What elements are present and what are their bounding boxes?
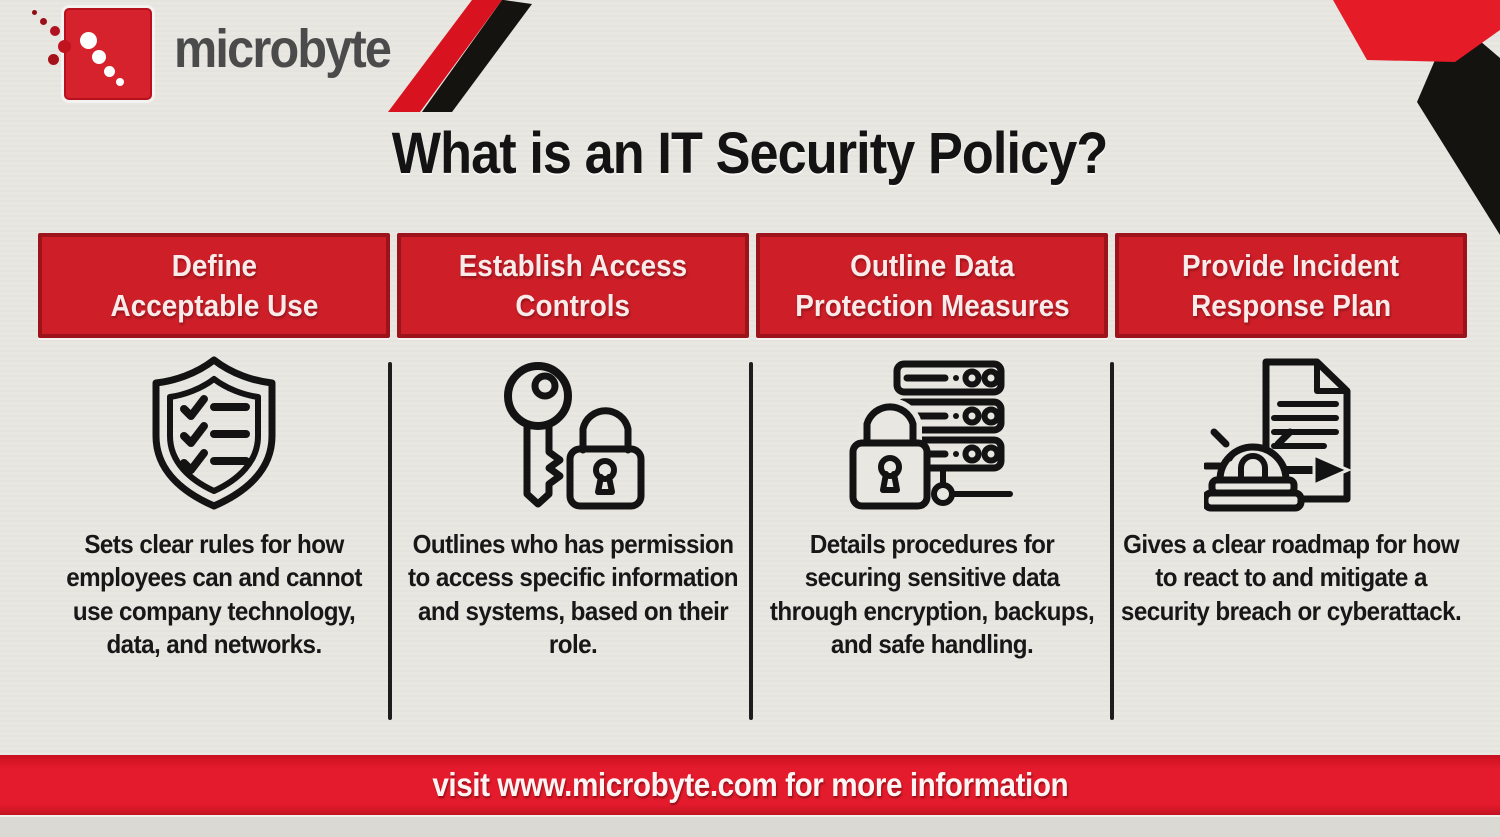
footer-banner-text: visit www.microbyte.com for more information xyxy=(432,766,1068,803)
column-establish-access-controls xyxy=(397,352,749,661)
bottom-strip xyxy=(0,815,1500,837)
column-description: Details procedures for securing sensitive data through encryption, backups, and safe handling. xyxy=(769,529,1095,659)
logo-dot xyxy=(92,50,106,64)
logo-dot xyxy=(104,66,115,77)
header-line: Controls xyxy=(515,287,631,323)
column-header-define-acceptable-use xyxy=(38,233,390,338)
column-description: Sets clear rules for how employees can and cannot use company technology, data, and networks. xyxy=(66,529,362,659)
logo-dot xyxy=(50,26,60,36)
brand-logo-text xyxy=(162,18,402,80)
column-description: Outlines who has permission to access specific information and systems, based on their role. xyxy=(408,529,738,659)
logo-dot xyxy=(116,78,124,86)
logo-dot xyxy=(48,54,59,65)
column-define-acceptable-use xyxy=(38,352,390,661)
column-header-row xyxy=(38,233,1467,338)
logo-dot xyxy=(40,18,47,25)
header-line: Provide Incident xyxy=(1182,248,1400,284)
column-header-establish-access-controls xyxy=(397,233,749,338)
page-title-text: What is an IT Security Policy? xyxy=(392,121,1108,186)
header-line: Establish Access xyxy=(458,248,688,284)
column-header-incident-response-plan xyxy=(1115,233,1467,338)
column-header-outline-data-protection xyxy=(756,233,1108,338)
server-padlock-icon xyxy=(845,352,1020,512)
shield-checklist-icon xyxy=(134,352,294,512)
footer-banner xyxy=(0,755,1500,815)
brand-logo-mark xyxy=(64,8,152,100)
column-content-row xyxy=(38,352,1467,661)
column-description: Gives a clear roadmap for how to react to and mitigate a security breach or cyberattack. xyxy=(1120,529,1462,626)
header-line: Define xyxy=(171,248,257,284)
header-line: Protection Measures xyxy=(794,287,1070,323)
logo-dot xyxy=(32,10,37,15)
column-outline-data-protection xyxy=(756,352,1108,661)
brand-logo-label: microbyte xyxy=(174,19,391,79)
logo-dot xyxy=(80,32,97,49)
header-line: Acceptable Use xyxy=(110,287,318,323)
key-padlock-icon xyxy=(493,352,653,512)
diagonal-stripe-decoration xyxy=(380,0,550,112)
logo-dot xyxy=(58,40,71,53)
header-line: Response Plan xyxy=(1190,287,1392,323)
header-line: Outline Data xyxy=(849,248,1015,284)
alert-document-icon xyxy=(1204,352,1379,512)
column-incident-response-plan xyxy=(1115,352,1467,661)
page-title xyxy=(0,120,1500,187)
